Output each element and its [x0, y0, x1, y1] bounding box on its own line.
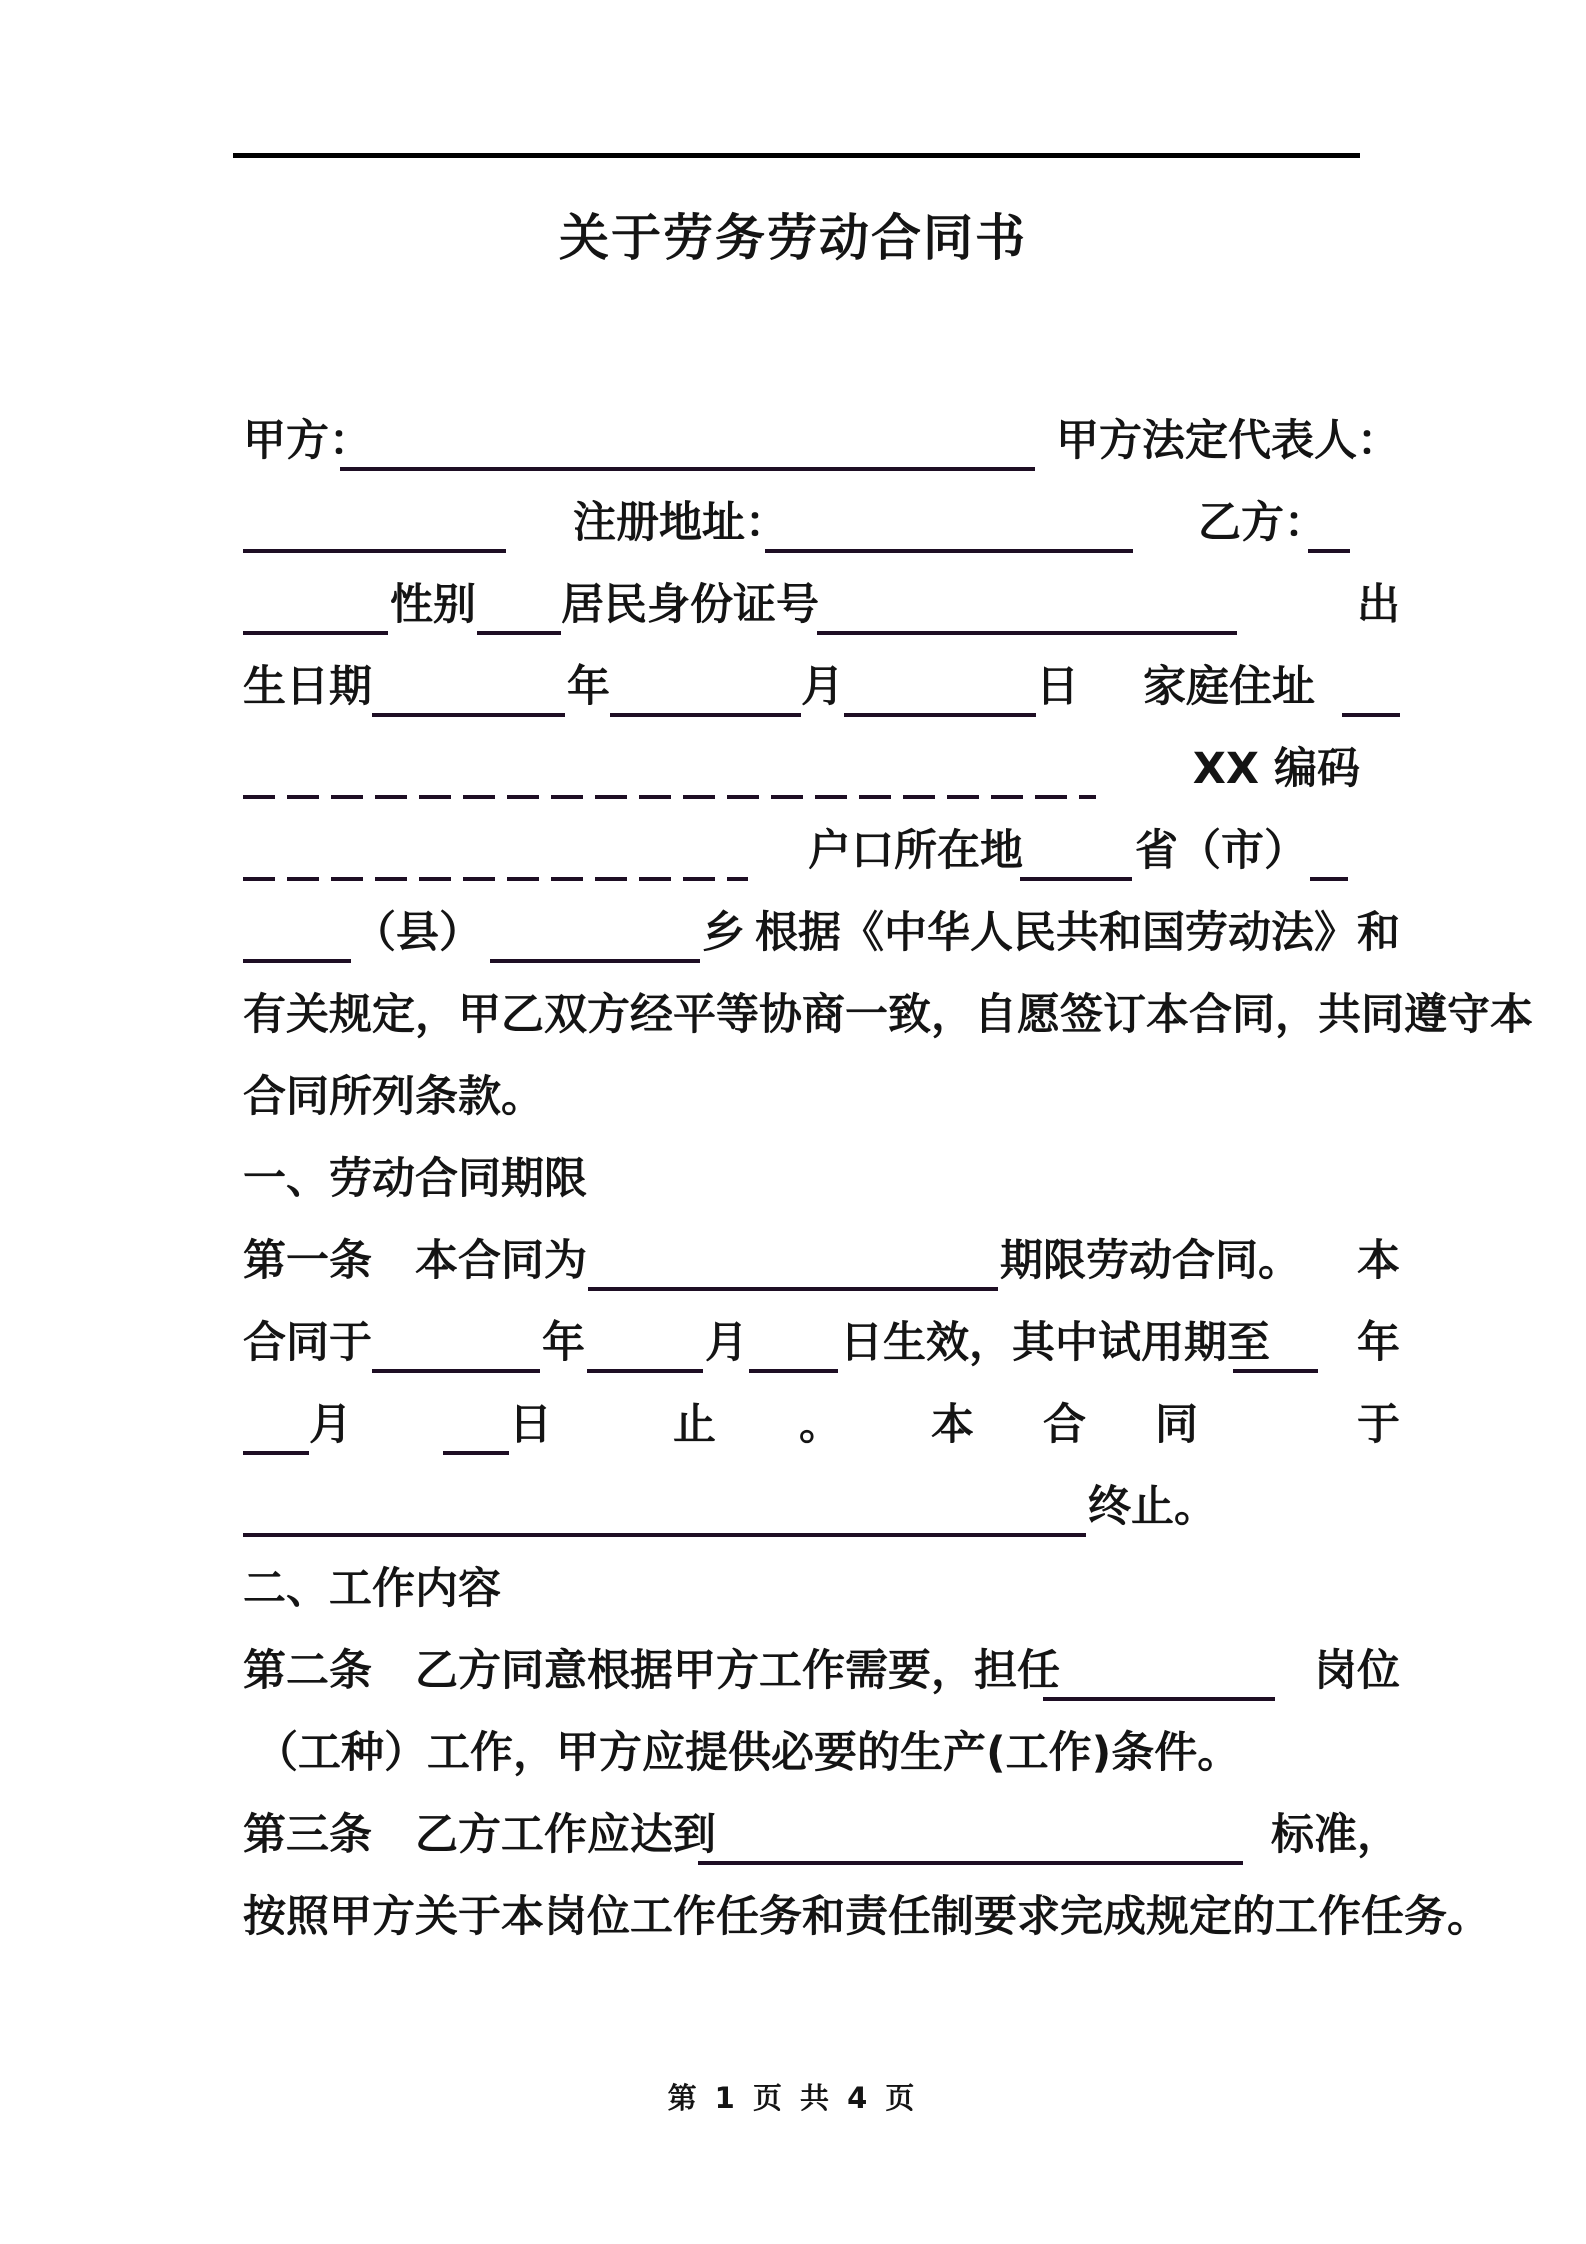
text-segment: 二、工作内容: [243, 1564, 501, 1614]
contract-body: [243, 0, 1533, 2244]
fill-in-blank: [1020, 877, 1132, 881]
fill-in-blank: [1342, 713, 1400, 717]
text-segment: 日: [1036, 662, 1079, 712]
text-segment: 本: [931, 1400, 974, 1450]
fill-in-blank: [372, 713, 565, 717]
text-segment: 甲方法定代表人：: [1056, 416, 1400, 466]
text-segment: 第一条 本合同为: [243, 1236, 587, 1286]
contract-line: [243, 1712, 1400, 1794]
fill-in-blank: [372, 1369, 540, 1373]
text-segment: 注册地址：: [573, 498, 788, 548]
fill-in-blank: [817, 631, 1237, 635]
text-segment: 于: [1357, 1400, 1400, 1450]
text-segment: 月: [705, 1318, 748, 1368]
text-segment: 月: [801, 662, 844, 712]
fill-in-blank: [698, 1861, 1243, 1865]
text-segment: 第二条 乙方同意根据甲方工作需要，担任: [243, 1646, 1060, 1696]
text-segment: 出: [1357, 580, 1400, 630]
contract-line: [243, 1138, 1400, 1220]
text-segment: 乡: [702, 908, 745, 958]
contract-line: [243, 728, 1400, 810]
text-segment: 合同所列条款。: [243, 1072, 544, 1122]
fill-in-blank: [1310, 877, 1348, 881]
text-segment: 期限劳动合同。: [1000, 1236, 1301, 1286]
contract-line: [243, 1548, 1400, 1630]
contract-line: [243, 400, 1400, 482]
text-segment: 合同于: [243, 1318, 372, 1368]
text-segment: 年: [567, 662, 610, 712]
text-segment: 性别: [390, 580, 476, 630]
fill-in-blank: [1233, 1369, 1318, 1373]
contract-line: [243, 646, 1400, 728]
fill-in-blank: [610, 713, 801, 717]
text-segment: 甲方：: [243, 416, 372, 466]
contract-line: [243, 1794, 1400, 1876]
text-segment: 有关规定，甲乙双方经平等协商一致，自愿签订本合同，共同遵守本: [243, 990, 1533, 1040]
contract-line: [243, 564, 1400, 646]
text-segment: 家庭住址: [1143, 662, 1315, 712]
text-segment: 年: [1357, 1318, 1400, 1368]
text-segment: 合: [1043, 1400, 1086, 1450]
document-title: 关于劳务劳动合同书: [559, 209, 1027, 267]
fill-in-blank: [477, 631, 561, 635]
text-segment: 年: [542, 1318, 585, 1368]
text-segment: 终止。: [1088, 1482, 1217, 1532]
contract-line: [243, 482, 1400, 564]
fill-in-blank: [490, 959, 700, 963]
fill-in-blank: [1043, 1697, 1275, 1701]
text-segment: 户口所在地: [808, 826, 1023, 876]
text-segment: 第三条 乙方工作应达到: [243, 1810, 716, 1860]
fill-in-blank: [340, 467, 1035, 471]
text-segment: 。: [799, 1400, 842, 1450]
text-segment: 本: [1357, 1236, 1400, 1286]
dashed-fill-in-blank: [243, 877, 748, 881]
text-segment: 居民身份证号: [561, 580, 819, 630]
contract-line: [243, 1876, 1490, 1958]
contract-line: [243, 1220, 1400, 1302]
page-number-footer: 第 1 页 共 4 页: [667, 2081, 919, 2115]
contract-line: [243, 892, 1400, 974]
text-segment: 省（市）: [1135, 826, 1307, 876]
fill-in-blank: [243, 1533, 1086, 1537]
contract-line: [243, 1384, 1400, 1466]
dashed-fill-in-blank: [243, 795, 1096, 799]
fill-in-blank: [243, 631, 388, 635]
fill-in-blank: [443, 1451, 509, 1455]
contract-line: [243, 1302, 1400, 1384]
text-segment: 根据《中华人民共和国劳动法》和: [755, 908, 1400, 958]
text-segment: 标准，: [1271, 1810, 1400, 1860]
fill-in-blank: [243, 959, 351, 963]
fill-in-blank: [844, 713, 1036, 717]
text-segment: （县）: [353, 908, 482, 958]
text-segment: 日: [509, 1400, 552, 1450]
text-segment: 岗位: [1314, 1646, 1400, 1696]
text-segment: 乙方：: [1198, 498, 1327, 548]
contract-line: [243, 1630, 1400, 1712]
text-segment: （工种）工作，甲方应提供必要的生产(工作)条件。: [255, 1728, 1241, 1778]
fill-in-blank: [243, 1451, 309, 1455]
fill-in-blank: [765, 549, 1133, 553]
fill-in-blank: [243, 549, 506, 553]
fill-in-blank: [749, 1369, 838, 1373]
fill-in-blank: [587, 1369, 703, 1373]
text-segment: XX 编码: [1192, 744, 1360, 794]
text-segment: 一、劳动合同期限: [243, 1154, 587, 1204]
contract-line: [243, 1466, 1400, 1548]
text-segment: 同: [1155, 1400, 1198, 1450]
text-segment: 生日期: [243, 662, 372, 712]
text-segment: 按照甲方关于本岗位工作任务和责任制要求完成规定的工作任务。: [243, 1892, 1490, 1942]
text-segment: 止: [673, 1400, 716, 1450]
contract-line: [243, 974, 1533, 1056]
text-segment: 日生效，其中试用期至: [840, 1318, 1270, 1368]
fill-in-blank: [588, 1287, 998, 1291]
contract-line: [243, 1056, 1400, 1138]
contract-line: [243, 810, 1400, 892]
fill-in-blank: [1308, 549, 1350, 553]
text-segment: 月: [309, 1400, 352, 1450]
